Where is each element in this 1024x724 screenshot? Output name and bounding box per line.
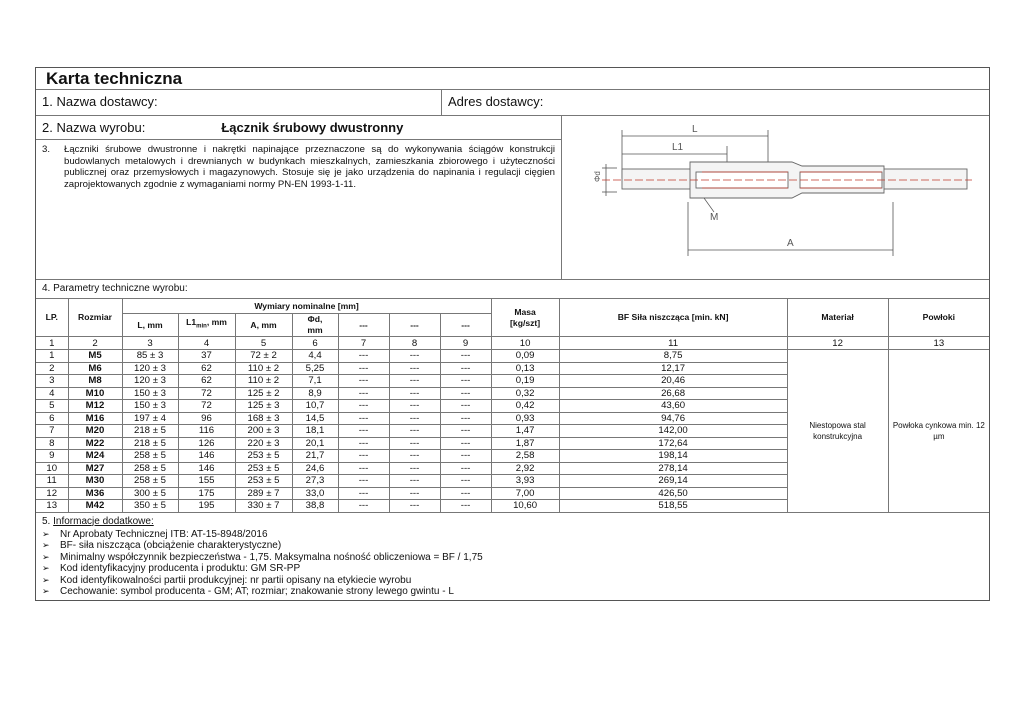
header-d-bottom: mm: [307, 325, 323, 335]
cell-size: M8: [68, 375, 122, 388]
material-value: Niestopowa stal konstrukcyjna: [787, 350, 888, 513]
cell-L: 150 ± 3: [122, 387, 178, 400]
cell-size: M5: [68, 350, 122, 363]
product-name-value: Łącznik śrubowy dwustronny: [221, 120, 404, 135]
cell-mass: 2,92: [491, 462, 559, 475]
header-L1-sub: min: [196, 323, 207, 330]
header-lp: LP.: [36, 299, 68, 337]
arrow-bullet-icon: ➢: [42, 574, 50, 585]
cell-L1: 116: [178, 425, 235, 438]
cell-L1: 72: [178, 400, 235, 413]
cell-size: M30: [68, 475, 122, 488]
cell-c7: ---: [338, 500, 389, 513]
cell-c8: ---: [389, 362, 440, 375]
cell-bf: 426,50: [559, 487, 787, 500]
cell-c9: ---: [440, 425, 491, 438]
cell-L: 218 ± 5: [122, 425, 178, 438]
info-item-text: Cechowanie: symbol producenta - GM; AT; rozmiar; znakowanie strony lewego gwintu - L: [60, 586, 454, 598]
cell-size: M22: [68, 437, 122, 450]
cell-c7: ---: [338, 387, 389, 400]
cell-bf: 518,55: [559, 500, 787, 513]
info-item-text: BF- siła niszcząca (obciążenie charakterystyczne): [60, 540, 282, 552]
drawing-label-d: Φd: [593, 171, 602, 182]
cell-c9: ---: [440, 475, 491, 488]
cell-d: 4,4: [292, 350, 338, 363]
cell-bf: 8,75: [559, 350, 787, 363]
cell-bf: 12,17: [559, 362, 787, 375]
cell-lp: 12: [36, 487, 68, 500]
column-numbers-row: [36, 337, 989, 350]
product-name-row: [36, 116, 561, 140]
product-description: [36, 140, 561, 274]
cell-L1: 195: [178, 500, 235, 513]
cell-lp: 7: [36, 425, 68, 438]
cell-c8: ---: [389, 437, 440, 450]
cell-c8: ---: [389, 500, 440, 513]
cell-lp: 2: [36, 362, 68, 375]
cell-A: 125 ± 2: [235, 387, 292, 400]
cell-L: 120 ± 3: [122, 362, 178, 375]
cell-L1: 146: [178, 450, 235, 463]
cell-A: 125 ± 3: [235, 400, 292, 413]
cell-L1: 146: [178, 462, 235, 475]
cell-bf: 20,46: [559, 375, 787, 388]
cell-L1: 155: [178, 475, 235, 488]
cell-lp: 11: [36, 475, 68, 488]
header-L: L, mm: [122, 314, 178, 337]
info-item: [42, 552, 983, 564]
cell-c9: ---: [440, 437, 491, 450]
cell-L1: 72: [178, 387, 235, 400]
cell-L: 258 ± 5: [122, 475, 178, 488]
header-masa-label: Masa: [514, 306, 536, 317]
params-table: [36, 299, 989, 513]
column-number: 2: [68, 337, 122, 350]
column-number: 1: [36, 337, 68, 350]
cell-c8: ---: [389, 487, 440, 500]
cell-lp: 1: [36, 350, 68, 363]
cell-A: 168 ± 3: [235, 412, 292, 425]
cell-mass: 0,13: [491, 362, 559, 375]
turnbuckle-drawing: [562, 116, 989, 279]
cell-d: 33,0: [292, 487, 338, 500]
header-rozmiar: Rozmiar: [68, 299, 122, 337]
cell-c9: ---: [440, 362, 491, 375]
header-powloki: Powłoki: [888, 299, 989, 337]
product-name-label: 2. Nazwa wyrobu:: [42, 120, 146, 135]
cell-L: 258 ± 5: [122, 462, 178, 475]
header-dash-7: ---: [338, 314, 389, 337]
info-heading: Informacje dodatkowe:: [53, 515, 154, 527]
cell-c8: ---: [389, 462, 440, 475]
column-number: 7: [338, 337, 389, 350]
drawing-label-A: A: [787, 238, 794, 249]
column-number: 9: [440, 337, 491, 350]
cell-c9: ---: [440, 500, 491, 513]
cell-mass: 10,60: [491, 500, 559, 513]
cell-A: 253 ± 5: [235, 450, 292, 463]
info-item-text: Kod identyfikowalności partii produkcyjnej: nr partii opisany na etykiecie wyrobu: [60, 574, 412, 586]
info-number: 5.: [42, 515, 51, 527]
cell-L: 218 ± 5: [122, 437, 178, 450]
cell-c7: ---: [338, 437, 389, 450]
column-number: 3: [122, 337, 178, 350]
cell-c9: ---: [440, 350, 491, 363]
header-masa: [491, 299, 559, 337]
cell-L: 258 ± 5: [122, 450, 178, 463]
cell-L: 350 ± 5: [122, 500, 178, 513]
cell-mass: 0,32: [491, 387, 559, 400]
turnbuckle-technical-drawing-svg: [562, 116, 989, 274]
additional-info: [36, 513, 989, 601]
cell-L1: 62: [178, 375, 235, 388]
table-row: [36, 350, 989, 363]
header-L1: [178, 314, 235, 337]
cell-size: M36: [68, 487, 122, 500]
cell-mass: 3,93: [491, 475, 559, 488]
header-L1-main: L1: [186, 317, 197, 328]
header-dash-9: ---: [440, 314, 491, 337]
cell-d: 38,8: [292, 500, 338, 513]
column-number: 8: [389, 337, 440, 350]
cell-bf: 172,64: [559, 437, 787, 450]
cell-lp: 9: [36, 450, 68, 463]
cell-c7: ---: [338, 400, 389, 413]
info-item: [42, 563, 983, 575]
info-item: [42, 529, 983, 541]
cell-c9: ---: [440, 400, 491, 413]
cell-size: M24: [68, 450, 122, 463]
arrow-bullet-icon: ➢: [42, 586, 50, 597]
cell-L1: 175: [178, 487, 235, 500]
cell-lp: 8: [36, 437, 68, 450]
cell-bf: 142,00: [559, 425, 787, 438]
arrow-bullet-icon: ➢: [42, 563, 50, 574]
cell-c7: ---: [338, 475, 389, 488]
cell-mass: 0,19: [491, 375, 559, 388]
header-material: Materiał: [787, 299, 888, 337]
cell-c7: ---: [338, 350, 389, 363]
cell-bf: 278,14: [559, 462, 787, 475]
column-number: 10: [491, 337, 559, 350]
cell-d: 21,7: [292, 450, 338, 463]
cell-A: 220 ± 3: [235, 437, 292, 450]
cell-bf: 26,68: [559, 387, 787, 400]
cell-d: 14,5: [292, 412, 338, 425]
cell-c7: ---: [338, 362, 389, 375]
drawing-label-M: M: [710, 212, 719, 223]
cell-d: 20,1: [292, 437, 338, 450]
cell-bf: 94,76: [559, 412, 787, 425]
cell-mass: 1,47: [491, 425, 559, 438]
column-number: 12: [787, 337, 888, 350]
cell-size: M10: [68, 387, 122, 400]
info-item: [42, 586, 983, 598]
cell-d: 27,3: [292, 475, 338, 488]
description-text: Łączniki śrubowe dwustronne i nakrętki napinające przeznaczone są do wykonywania ściągów konstrukcji budowlanych metalowych i drewnianych w budynkach mieszkalnych, zamieszkania zbiorowego i użyteczności publicznej oraz przemysłowych i magazynowych. Stosuje się je jako urządzenia do napinania i regulacji cięgien zaprojektowanych zgodnie z wymaganiami normy PN-EN 1993-1-11.: [64, 144, 555, 190]
cell-lp: 6: [36, 412, 68, 425]
cell-c8: ---: [389, 400, 440, 413]
cell-size: M6: [68, 362, 122, 375]
cell-L: 120 ± 3: [122, 375, 178, 388]
cell-lp: 4: [36, 387, 68, 400]
cell-A: 72 ± 2: [235, 350, 292, 363]
cell-c9: ---: [440, 387, 491, 400]
cell-A: 253 ± 5: [235, 462, 292, 475]
cell-L: 150 ± 3: [122, 400, 178, 413]
cell-bf: 43,60: [559, 400, 787, 413]
params-heading: 4. Parametry techniczne wyrobu:: [36, 280, 989, 299]
cell-d: 24,6: [292, 462, 338, 475]
cell-A: 200 ± 3: [235, 425, 292, 438]
header-d-top: Φd,: [307, 314, 323, 324]
cell-A: 110 ± 2: [235, 375, 292, 388]
cell-L: 85 ± 3: [122, 350, 178, 363]
supplier-address-label: Adres dostawcy:: [448, 94, 544, 109]
description-number: 3.: [42, 144, 51, 155]
sheet-title: Karta techniczna: [36, 68, 989, 90]
info-item: [42, 575, 983, 587]
column-number: 4: [178, 337, 235, 350]
cell-mass: 0,93: [491, 412, 559, 425]
column-number: 5: [235, 337, 292, 350]
cell-mass: 1,87: [491, 437, 559, 450]
header-masa-unit: [kg/szt]: [510, 317, 541, 328]
header-dash-8: ---: [389, 314, 440, 337]
cell-A: 110 ± 2: [235, 362, 292, 375]
cell-A: 330 ± 7: [235, 500, 292, 513]
info-item-text: Kod identyfikacyjny producenta i produktu: GM SR-PP: [60, 563, 301, 575]
cell-c9: ---: [440, 450, 491, 463]
header-A: A, mm: [235, 314, 292, 337]
cell-d: 18,1: [292, 425, 338, 438]
cell-size: M16: [68, 412, 122, 425]
arrow-bullet-icon: ➢: [42, 528, 50, 539]
cell-c8: ---: [389, 350, 440, 363]
cell-c8: ---: [389, 412, 440, 425]
cell-L: 197 ± 4: [122, 412, 178, 425]
cell-c7: ---: [338, 425, 389, 438]
cell-c8: ---: [389, 450, 440, 463]
info-item-text: Nr Aprobaty Technicznej ITB: AT-15-8948/2016: [60, 528, 268, 540]
cell-lp: 10: [36, 462, 68, 475]
cell-c8: ---: [389, 475, 440, 488]
supplier-name-label: 1. Nazwa dostawcy:: [36, 90, 442, 115]
cell-lp: 13: [36, 500, 68, 513]
cell-size: M20: [68, 425, 122, 438]
arrow-bullet-icon: ➢: [42, 551, 50, 562]
cell-size: M12: [68, 400, 122, 413]
drawing-label-L1: L1: [672, 142, 684, 153]
cell-c9: ---: [440, 487, 491, 500]
cell-c9: ---: [440, 462, 491, 475]
cell-L1: 37: [178, 350, 235, 363]
cell-L1: 62: [178, 362, 235, 375]
header-wymiary: Wymiary nominalne [mm]: [122, 299, 491, 314]
cell-mass: 0,09: [491, 350, 559, 363]
header-L1-tail: , mm: [206, 317, 227, 328]
cell-L1: 126: [178, 437, 235, 450]
cell-mass: 0,42: [491, 400, 559, 413]
cell-c8: ---: [389, 375, 440, 388]
cell-c7: ---: [338, 462, 389, 475]
cell-c8: ---: [389, 387, 440, 400]
column-number: 6: [292, 337, 338, 350]
cell-d: 8,9: [292, 387, 338, 400]
cell-c8: ---: [389, 425, 440, 438]
cell-mass: 2,58: [491, 450, 559, 463]
cell-L1: 96: [178, 412, 235, 425]
cell-c9: ---: [440, 375, 491, 388]
supplier-row: [36, 90, 989, 116]
header-bf: BF Siła niszcząca [min. kN]: [559, 299, 787, 337]
cell-L: 300 ± 5: [122, 487, 178, 500]
cell-c9: ---: [440, 412, 491, 425]
cell-c7: ---: [338, 375, 389, 388]
cell-d: 7,1: [292, 375, 338, 388]
info-item: [42, 540, 983, 552]
technical-sheet: [35, 67, 990, 601]
coating-value: Powłoka cynkowa min. 12 µm: [888, 350, 989, 513]
drawing-label-L: L: [692, 124, 698, 135]
info-list: [42, 529, 983, 599]
info-heading-row: [42, 516, 983, 527]
cell-lp: 5: [36, 400, 68, 413]
cell-size: M42: [68, 500, 122, 513]
column-number: 13: [888, 337, 989, 350]
column-number: 11: [559, 337, 787, 350]
cell-bf: 198,14: [559, 450, 787, 463]
cell-mass: 7,00: [491, 487, 559, 500]
info-item-text: Minimalny współczynnik bezpieczeństwa - 1,75. Maksymalna nośność obliczeniowa = BF / 1,75: [60, 551, 483, 563]
cell-c7: ---: [338, 412, 389, 425]
cell-d: 5,25: [292, 362, 338, 375]
cell-size: M27: [68, 462, 122, 475]
cell-lp: 3: [36, 375, 68, 388]
cell-c7: ---: [338, 450, 389, 463]
arrow-bullet-icon: ➢: [42, 540, 50, 551]
cell-c7: ---: [338, 487, 389, 500]
cell-bf: 269,14: [559, 475, 787, 488]
cell-d: 10,7: [292, 400, 338, 413]
cell-A: 289 ± 7: [235, 487, 292, 500]
product-section: [36, 116, 989, 280]
cell-A: 253 ± 5: [235, 475, 292, 488]
header-d: [292, 314, 338, 337]
